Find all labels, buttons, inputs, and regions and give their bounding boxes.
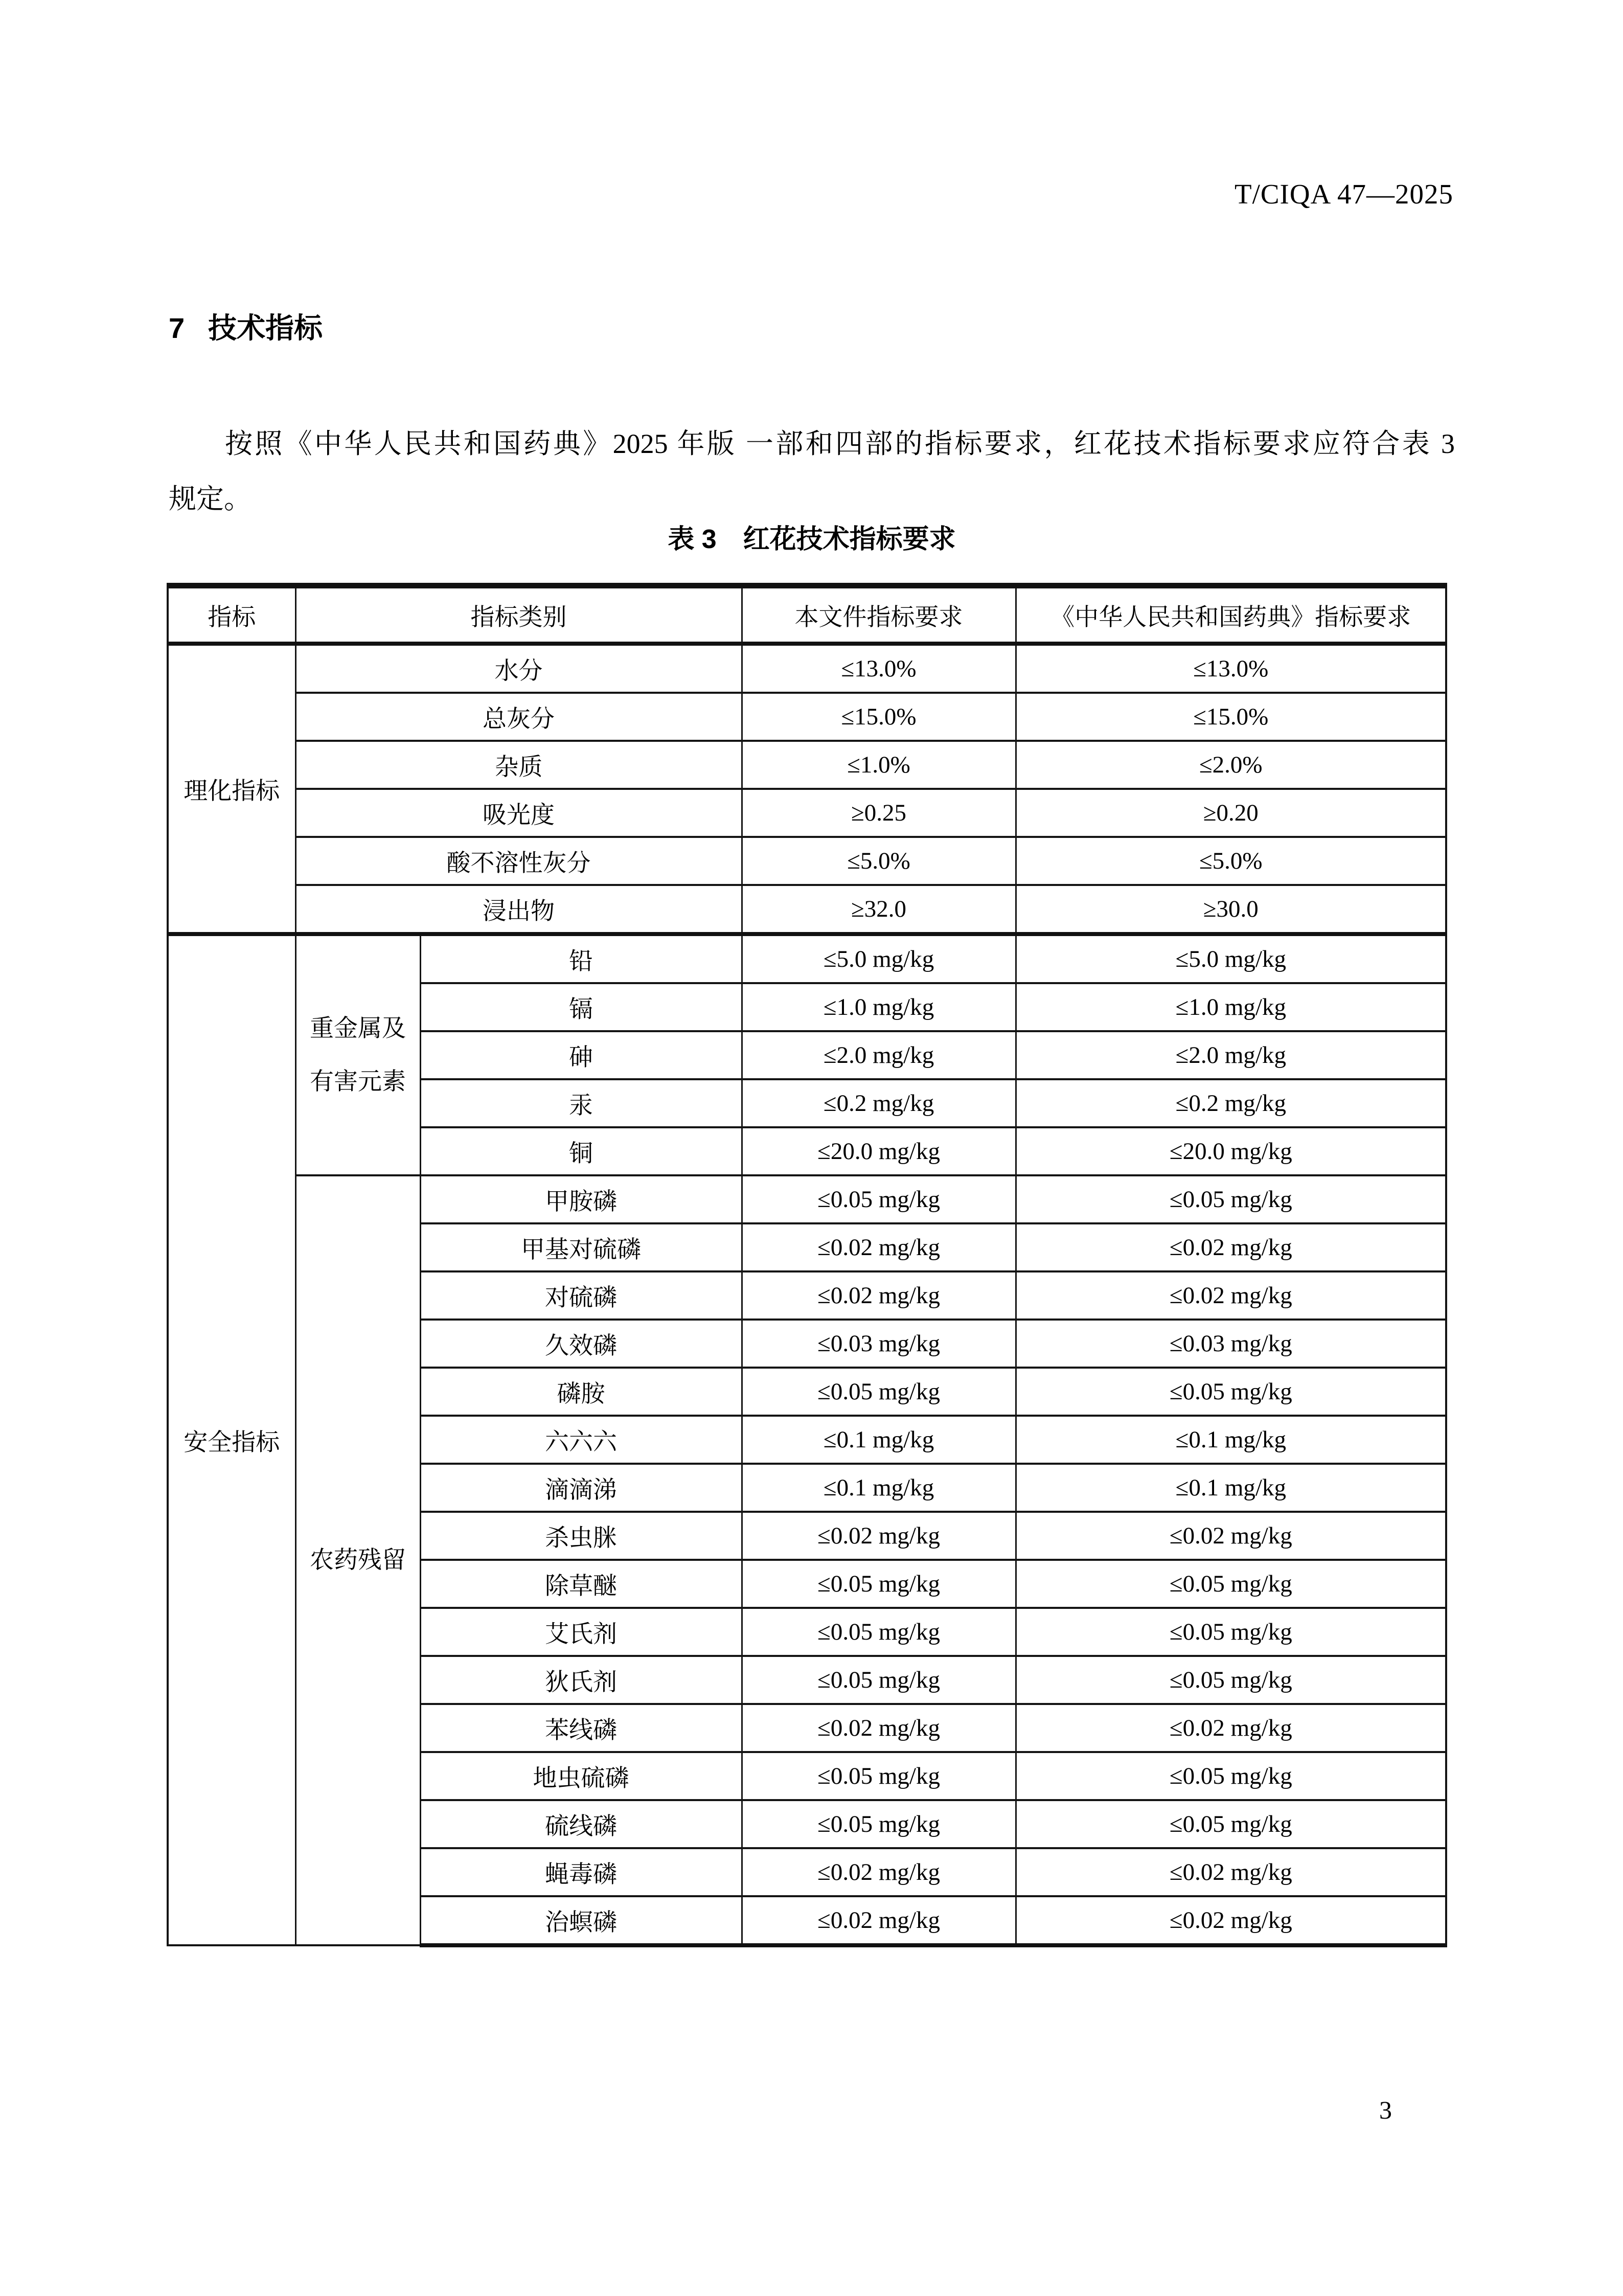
- value-cell-pharmacopoeia: ≥0.20: [1016, 789, 1446, 837]
- header-cell-pharmacopoeia: 《中华人民共和国药典》指标要求: [1016, 586, 1446, 644]
- value-cell-pharmacopoeia: ≤0.02 mg/kg: [1016, 1271, 1446, 1320]
- value-cell-this-document: ≤0.1 mg/kg: [742, 1464, 1016, 1512]
- item-cell: 滴滴涕: [420, 1464, 742, 1512]
- table-row: [168, 741, 1446, 789]
- value-cell-pharmacopoeia: ≤0.05 mg/kg: [1016, 1656, 1446, 1704]
- value-cell-this-document: ≤0.05 mg/kg: [742, 1608, 1016, 1656]
- header-cell-indicator: 指标: [168, 586, 295, 644]
- body-paragraph-line-1: 按照《中华人民共和国药典》2025 年版 一部和四部的指标要求，红花技术指标要求应符合表 3: [225, 428, 1455, 459]
- table-row: [168, 1175, 1446, 1223]
- item-cell: 蝇毒磷: [420, 1848, 742, 1896]
- item-cell: 地虫硫磷: [420, 1752, 742, 1800]
- item-cell: 砷: [420, 1031, 742, 1079]
- value-cell-pharmacopoeia: ≤13.0%: [1016, 644, 1446, 693]
- value-cell-this-document: ≥0.25: [742, 789, 1016, 837]
- page-number: 3: [1379, 2096, 1392, 2124]
- value-cell-pharmacopoeia: ≤0.03 mg/kg: [1016, 1320, 1446, 1368]
- value-cell-this-document: ≤2.0 mg/kg: [742, 1031, 1016, 1079]
- item-cell: 对硫磷: [420, 1271, 742, 1320]
- value-cell-pharmacopoeia: ≤20.0 mg/kg: [1016, 1127, 1446, 1175]
- section-number: 7: [169, 312, 185, 344]
- value-cell-this-document: ≤0.2 mg/kg: [742, 1079, 1016, 1127]
- table-row: [168, 837, 1446, 885]
- value-cell-pharmacopoeia: ≥30.0: [1016, 885, 1446, 934]
- item-cell: 苯线磷: [420, 1704, 742, 1752]
- item-cell: 吸光度: [295, 789, 742, 837]
- value-cell-this-document: ≤0.02 mg/kg: [742, 1848, 1016, 1896]
- table-header-row: [168, 586, 1446, 644]
- item-cell: 甲胺磷: [420, 1175, 742, 1223]
- indicators-table: [167, 583, 1447, 1947]
- item-cell: 铜: [420, 1127, 742, 1175]
- value-cell-this-document: ≤13.0%: [742, 644, 1016, 693]
- item-cell: 杀虫脒: [420, 1512, 742, 1560]
- subgroup-cell: [295, 934, 420, 1175]
- value-cell-pharmacopoeia: ≤2.0 mg/kg: [1016, 1031, 1446, 1079]
- value-cell-this-document: ≤0.05 mg/kg: [742, 1656, 1016, 1704]
- item-cell: 汞: [420, 1079, 742, 1127]
- value-cell-pharmacopoeia: ≤0.05 mg/kg: [1016, 1560, 1446, 1608]
- value-cell-this-document: ≤5.0 mg/kg: [742, 934, 1016, 983]
- table-header: [168, 586, 1446, 644]
- item-cell: 久效磷: [420, 1320, 742, 1368]
- value-cell-pharmacopoeia: ≤0.1 mg/kg: [1016, 1464, 1446, 1512]
- value-cell-pharmacopoeia: ≤0.1 mg/kg: [1016, 1416, 1446, 1464]
- value-cell-this-document: ≤0.05 mg/kg: [742, 1752, 1016, 1800]
- value-cell-pharmacopoeia: ≤1.0 mg/kg: [1016, 983, 1446, 1031]
- table-caption: 表 3 红花技术指标要求: [668, 525, 956, 554]
- value-cell-pharmacopoeia: ≤0.02 mg/kg: [1016, 1848, 1446, 1896]
- value-cell-pharmacopoeia: ≤5.0 mg/kg: [1016, 934, 1446, 983]
- item-cell: 治螟磷: [420, 1896, 742, 1945]
- value-cell-pharmacopoeia: ≤2.0%: [1016, 741, 1446, 789]
- group-cell: 理化指标: [168, 644, 295, 934]
- value-cell-pharmacopoeia: ≤0.05 mg/kg: [1016, 1608, 1446, 1656]
- item-cell: 艾氏剂: [420, 1608, 742, 1656]
- value-cell-pharmacopoeia: ≤0.02 mg/kg: [1016, 1512, 1446, 1560]
- body-paragraph-line-2: 规定。: [169, 484, 252, 514]
- value-cell-pharmacopoeia: ≤0.2 mg/kg: [1016, 1079, 1446, 1127]
- item-cell: 除草醚: [420, 1560, 742, 1608]
- item-cell: 总灰分: [295, 693, 742, 741]
- table-row: [168, 693, 1446, 741]
- item-cell: 镉: [420, 983, 742, 1031]
- item-cell: 杂质: [295, 741, 742, 789]
- value-cell-pharmacopoeia: ≤0.05 mg/kg: [1016, 1368, 1446, 1416]
- item-cell: 铅: [420, 934, 742, 983]
- value-cell-this-document: ≤0.02 mg/kg: [742, 1704, 1016, 1752]
- item-cell: 酸不溶性灰分: [295, 837, 742, 885]
- value-cell-pharmacopoeia: ≤0.05 mg/kg: [1016, 1175, 1446, 1223]
- item-cell: 六六六: [420, 1416, 742, 1464]
- value-cell-this-document: ≤1.0 mg/kg: [742, 983, 1016, 1031]
- table-row: [168, 789, 1446, 837]
- value-cell-this-document: ≤0.02 mg/kg: [742, 1896, 1016, 1945]
- value-cell-pharmacopoeia: ≤0.05 mg/kg: [1016, 1752, 1446, 1800]
- value-cell-this-document: ≤1.0%: [742, 741, 1016, 789]
- item-cell: 硫线磷: [420, 1800, 742, 1848]
- subgroup-label-line: 农药残留: [310, 1547, 406, 1574]
- item-cell: 狄氏剂: [420, 1656, 742, 1704]
- value-cell-pharmacopoeia: ≤0.05 mg/kg: [1016, 1800, 1446, 1848]
- value-cell-pharmacopoeia: ≤0.02 mg/kg: [1016, 1704, 1446, 1752]
- header-cell-this-document: 本文件指标要求: [742, 586, 1016, 644]
- value-cell-this-document: ≤0.03 mg/kg: [742, 1320, 1016, 1368]
- value-cell-pharmacopoeia: ≤0.02 mg/kg: [1016, 1223, 1446, 1271]
- value-cell-this-document: ≤0.1 mg/kg: [742, 1416, 1016, 1464]
- standard-code: T/CIQA 47—2025: [1234, 178, 1453, 210]
- subgroup-label-line: 有害元素: [310, 1069, 406, 1095]
- indicators-table-body: [168, 644, 1446, 1945]
- section-heading: [169, 306, 323, 347]
- table-row: [168, 934, 1446, 983]
- value-cell-this-document: ≥32.0: [742, 885, 1016, 934]
- value-cell-this-document: ≤15.0%: [742, 693, 1016, 741]
- value-cell-this-document: ≤0.02 mg/kg: [742, 1271, 1016, 1320]
- value-cell-this-document: ≤0.05 mg/kg: [742, 1560, 1016, 1608]
- header-cell-category: 指标类别: [295, 586, 742, 644]
- table-row: [168, 644, 1446, 693]
- value-cell-this-document: ≤0.05 mg/kg: [742, 1800, 1016, 1848]
- item-cell: 磷胺: [420, 1368, 742, 1416]
- value-cell-this-document: ≤0.05 mg/kg: [742, 1175, 1016, 1223]
- section-title: 技术指标: [208, 312, 323, 344]
- value-cell-pharmacopoeia: ≤15.0%: [1016, 693, 1446, 741]
- subgroup-label-line: 重金属及: [310, 1015, 406, 1042]
- group-cell: 安全指标: [168, 934, 295, 1945]
- item-cell: 浸出物: [295, 885, 742, 934]
- value-cell-pharmacopoeia: ≤5.0%: [1016, 837, 1446, 885]
- subgroup-cell: [295, 1175, 420, 1945]
- item-cell: 甲基对硫磷: [420, 1223, 742, 1271]
- value-cell-this-document: ≤0.02 mg/kg: [742, 1512, 1016, 1560]
- value-cell-this-document: ≤5.0%: [742, 837, 1016, 885]
- value-cell-this-document: ≤0.05 mg/kg: [742, 1368, 1016, 1416]
- value-cell-this-document: ≤0.02 mg/kg: [742, 1223, 1016, 1271]
- value-cell-this-document: ≤20.0 mg/kg: [742, 1127, 1016, 1175]
- table-row: [168, 885, 1446, 934]
- item-cell: 水分: [295, 644, 742, 693]
- value-cell-pharmacopoeia: ≤0.02 mg/kg: [1016, 1896, 1446, 1945]
